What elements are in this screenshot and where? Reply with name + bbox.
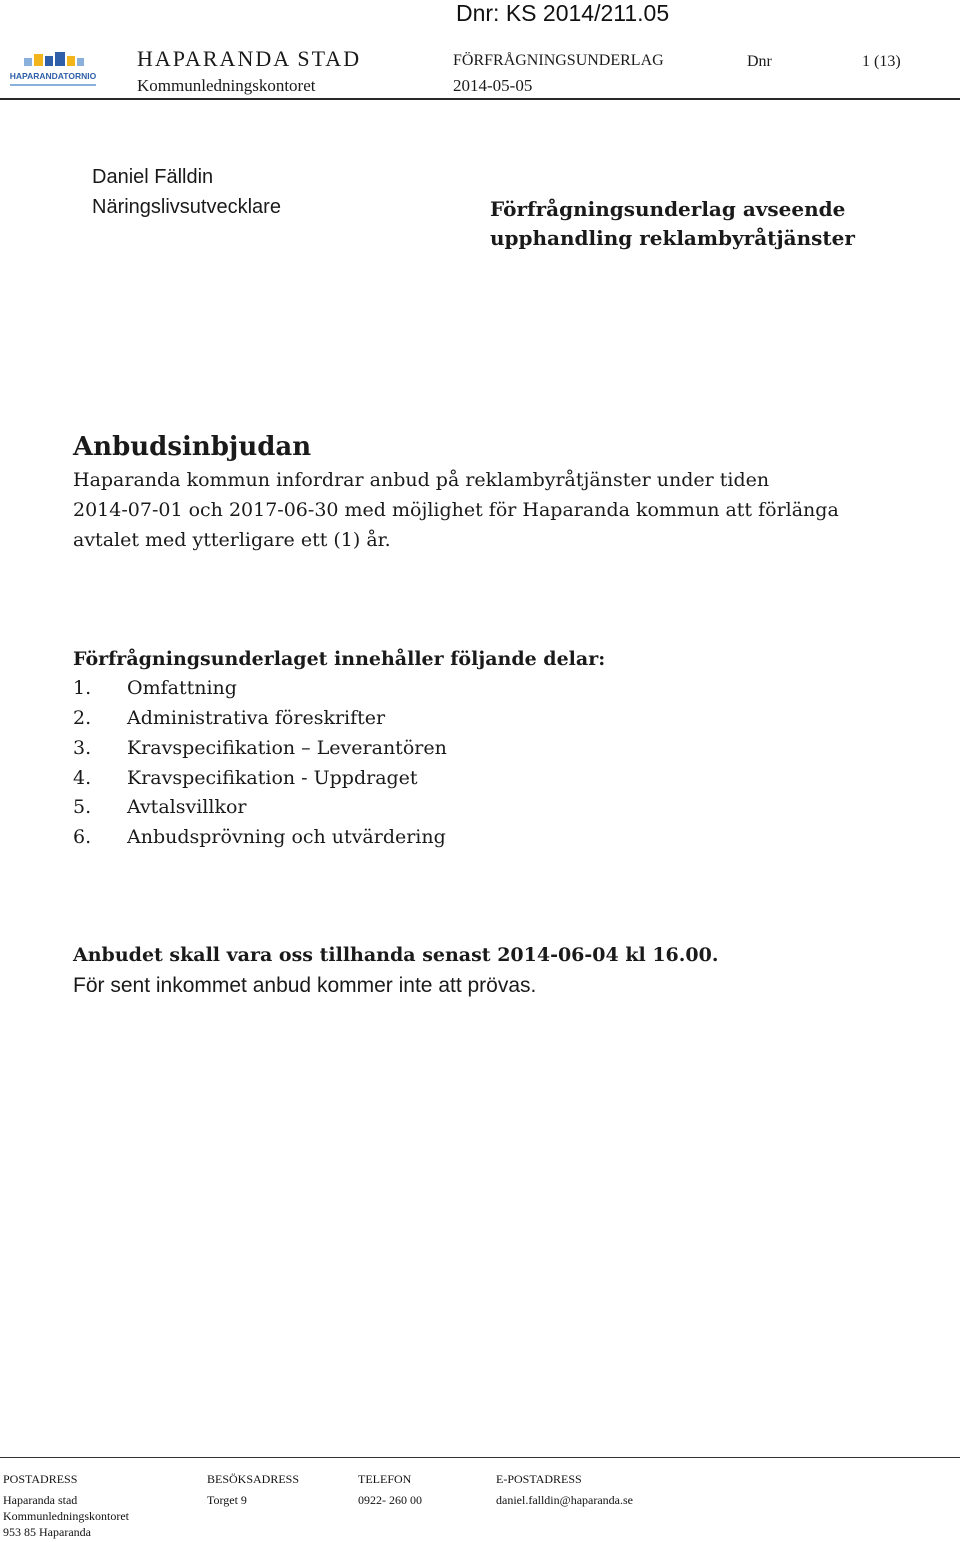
list-item: Omfattning — [127, 677, 237, 699]
sender-title: Näringslivsutvecklare — [92, 196, 281, 218]
list-item-number: 1. — [73, 677, 92, 699]
dnr-label: Dnr — [747, 53, 772, 70]
paragraph-line: avtalet med ytterligare ett (1) år. — [73, 529, 391, 551]
document-type: FÖRFRÅGNINGSUNDERLAG — [453, 52, 664, 69]
office-name: Kommunledningskontoret — [137, 76, 316, 95]
subject-line-2: upphandling reklambyråtjänster — [490, 226, 855, 250]
footer-email-label: E-POSTADRESS — [496, 1472, 582, 1486]
parts-heading: Förfrågningsunderlaget innehåller följande delar: — [73, 648, 606, 670]
sender-name: Daniel Fälldin — [92, 166, 214, 188]
footer-postal-line: Haparanda stad — [3, 1493, 78, 1507]
paragraph-line: 2014-07-01 och 2017-06-30 med möjlighet för Haparanda kommun att förlänga — [73, 499, 839, 521]
late-submission-note: För sent inkommet anbud kommer inte att prövas. — [73, 974, 537, 997]
list-item-number: 6. — [73, 826, 92, 848]
footer-visit-address: Torget 9 — [207, 1493, 247, 1507]
footer-visit-label: BESÖKSADRESS — [207, 1472, 300, 1486]
list-item-number: 2. — [73, 707, 92, 729]
list-item: Avtalsvillkor — [127, 796, 247, 818]
list-item-number: 4. — [73, 767, 92, 789]
list-item-number: 5. — [73, 796, 92, 818]
footer-postal-line: Kommunledningskontoret — [3, 1509, 129, 1523]
section-heading: Anbudsinbjudan — [73, 432, 312, 462]
list-item-number: 3. — [73, 737, 92, 759]
haparanda-tornio-logo — [4, 50, 102, 92]
list-item: Kravspecifikation – Leverantören — [127, 737, 447, 759]
footer-postal-line: 953 85 Haparanda — [3, 1525, 91, 1539]
paragraph-line: Haparanda kommun infordrar anbud på reklambyråtjänster under tiden — [73, 469, 770, 491]
footer-postal-label: POSTADRESS — [3, 1472, 78, 1486]
list-item: Kravspecifikation - Uppdraget — [127, 767, 418, 789]
subject-line-1: Förfrågningsunderlag avseende — [490, 197, 846, 221]
header-divider — [0, 98, 960, 100]
document-date: 2014-05-05 — [453, 76, 533, 95]
registration-stamp: Dnr: KS 2014/211.05 — [456, 0, 670, 26]
footer-phone: 0922- 260 00 — [358, 1493, 422, 1507]
svg-text:HAPARANDATORNIO: HAPARANDATORNIO — [9, 71, 97, 81]
list-item: Administrativa föreskrifter — [127, 707, 386, 729]
submission-deadline: Anbudet skall vara oss tillhanda senast 2014-06-04 kl 16.00. — [73, 944, 719, 966]
list-item: Anbudsprövning och utvärdering — [127, 826, 446, 848]
city-name: HAPARANDA STAD — [137, 46, 362, 71]
footer-email[interactable]: daniel.falldin@haparanda.se — [496, 1493, 633, 1507]
footer-phone-label: TELEFON — [358, 1472, 412, 1486]
page-number: 1 (13) — [862, 53, 901, 70]
footer-divider — [0, 1457, 960, 1458]
